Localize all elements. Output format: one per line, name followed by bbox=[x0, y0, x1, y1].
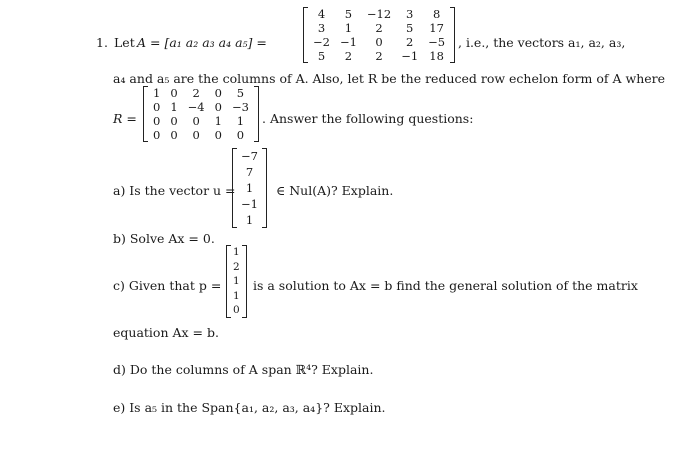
vector-p-table bbox=[231, 245, 242, 318]
matrix-r-row bbox=[148, 86, 254, 100]
part-a-prefix: a) Is the vector u = bbox=[113, 183, 236, 198]
matrix-r-entry: 1 bbox=[170, 100, 178, 114]
matrix-r-entry: 0 bbox=[192, 128, 200, 142]
matrix-a-entry: 0 bbox=[375, 35, 383, 49]
matrix-a-entry: 2 bbox=[344, 49, 353, 63]
matrix-r-entry: 1 bbox=[214, 114, 222, 128]
matrix-r-entry: 0 bbox=[153, 100, 161, 114]
matrix-a-table bbox=[308, 7, 450, 63]
matrix-r-entry: −3 bbox=[231, 100, 249, 114]
vector-u-row bbox=[237, 180, 262, 196]
vector-p-row bbox=[231, 303, 242, 318]
vector-p-entry: 0 bbox=[233, 304, 240, 316]
matrix-a-entry: −1 bbox=[401, 49, 419, 63]
matrix-r-table bbox=[148, 86, 254, 142]
matrix-a-entry: 3 bbox=[317, 21, 326, 35]
matrix-r-entry: 5 bbox=[236, 86, 245, 100]
matrix-r-row bbox=[148, 100, 254, 114]
matrix-a bbox=[303, 7, 455, 63]
matrix-a-entry: 4 bbox=[317, 7, 326, 21]
matrix-a-entry: 1 bbox=[344, 21, 353, 35]
vector-u-row bbox=[237, 164, 262, 180]
matrix-a-entry: 3 bbox=[406, 7, 414, 21]
vector-p-entry: 1 bbox=[233, 289, 240, 302]
vector-p-entry: 2 bbox=[233, 260, 240, 273]
matrix-r-entry: 1 bbox=[236, 114, 245, 128]
matrix-a-row bbox=[308, 35, 450, 49]
matrix-a-entry: 2 bbox=[406, 35, 414, 49]
matrix-a-row bbox=[308, 7, 450, 21]
part-a-suffix: ∈ Nul(A)? Explain. bbox=[276, 183, 394, 198]
after-r-text: . Answer the following questions: bbox=[262, 111, 474, 126]
part-c-continuation: equation Ax = b. bbox=[113, 325, 219, 340]
part-d-question: d) Do the columns of A span ℝ⁴? Explain. bbox=[113, 362, 374, 377]
matrix-a-entry: 5 bbox=[344, 7, 353, 21]
matrix-a-entry: 18 bbox=[429, 49, 444, 63]
matrix-r-entry: −4 bbox=[187, 100, 205, 114]
matrix-a-entry: 5 bbox=[317, 49, 326, 63]
r-label: R = bbox=[113, 111, 137, 126]
matrix-r-entry: 0 bbox=[153, 114, 161, 128]
vector-u-row bbox=[237, 212, 262, 228]
matrix-r-entry: 0 bbox=[170, 114, 178, 128]
matrix-a-entry: 17 bbox=[429, 21, 444, 35]
vector-u-table bbox=[237, 148, 262, 228]
matrix-r-entry: 0 bbox=[214, 100, 222, 114]
part-c-suffix: is a solution to Ax = b find the general solution of the matrix bbox=[253, 278, 638, 293]
matrix-a-entry: −5 bbox=[428, 35, 446, 49]
vector-u-entry: 1 bbox=[245, 213, 254, 227]
vector-p-row bbox=[231, 260, 242, 275]
matrix-a-row bbox=[308, 49, 450, 63]
matrix-r-row bbox=[148, 128, 254, 142]
vector-p-entry: 1 bbox=[233, 246, 240, 258]
vector-p-row bbox=[231, 289, 242, 304]
part-b-question: b) Solve Ax = 0. bbox=[113, 231, 215, 246]
vector-p-row bbox=[231, 245, 242, 260]
matrix-a-entry: 2 bbox=[375, 49, 383, 63]
matrix-r-entry: 0 bbox=[236, 128, 245, 142]
matrix-r-entry: 1 bbox=[153, 86, 161, 100]
vector-u-row bbox=[237, 148, 262, 164]
matrix-a-entry: 5 bbox=[406, 21, 414, 35]
problem-number: 1. bbox=[96, 35, 108, 50]
vector-p-entry: 1 bbox=[233, 275, 240, 287]
vector-u-entry: 1 bbox=[245, 181, 254, 195]
matrix-r-entry: 0 bbox=[170, 86, 178, 100]
matrix-a-entry: −12 bbox=[366, 7, 392, 21]
matrix-r bbox=[143, 86, 259, 142]
matrix-r-entry: 0 bbox=[192, 114, 200, 128]
matrix-r-row bbox=[148, 114, 254, 128]
part-c-prefix: c) Given that p = bbox=[113, 278, 222, 293]
matrix-r-entry: 0 bbox=[214, 86, 222, 100]
matrix-a-entry: 8 bbox=[432, 7, 441, 21]
vector-u-entry: −1 bbox=[241, 197, 258, 211]
matrix-a-row bbox=[308, 21, 450, 35]
after-a-text: , i.e., the vectors a₁, a₂, a₃, bbox=[458, 35, 626, 50]
matrix-r-entry: 0 bbox=[170, 128, 178, 142]
matrix-r-entry: 2 bbox=[192, 86, 200, 100]
columns-description: a₄ and a₅ are the columns of A. Also, let R be the reduced row echelon form of A where bbox=[113, 71, 666, 86]
matrix-a-entry: −1 bbox=[339, 35, 357, 49]
matrix-a-entry: −2 bbox=[313, 35, 330, 49]
vector-u-row bbox=[237, 196, 262, 212]
vector-u bbox=[232, 148, 267, 228]
matrix-a-entry: 2 bbox=[375, 21, 383, 35]
a-definition: A = [a₁ a₂ a₃ a₄ a₅] = bbox=[137, 35, 267, 50]
problem-intro: Let bbox=[114, 35, 135, 50]
vector-p bbox=[226, 245, 247, 318]
vector-u-entry: 7 bbox=[245, 165, 254, 179]
matrix-r-entry: 0 bbox=[214, 128, 222, 142]
matrix-r-entry: 0 bbox=[153, 128, 161, 142]
part-e-question: e) Is a₅ in the Span{a₁, a₂, a₃, a₄}? Explain. bbox=[113, 400, 386, 415]
vector-u-entry: −7 bbox=[241, 149, 258, 163]
vector-p-row bbox=[231, 274, 242, 289]
